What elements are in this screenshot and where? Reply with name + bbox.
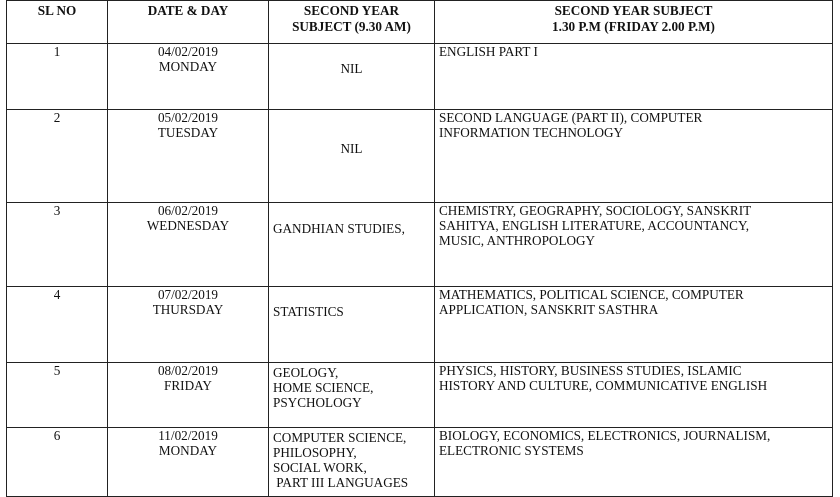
exam-schedule-table bbox=[6, 0, 833, 497]
afternoon-subject-cell bbox=[435, 110, 833, 203]
header-date-day: DATE & DAY bbox=[108, 1, 269, 44]
table-row bbox=[7, 203, 833, 287]
day: MONDAY bbox=[158, 443, 218, 458]
date-cell bbox=[108, 110, 269, 203]
afternoon-subject-line: INFORMATION TECHNOLOGY bbox=[439, 125, 624, 140]
morning-subject-cell bbox=[269, 428, 435, 497]
day: FRIDAY bbox=[164, 378, 212, 393]
afternoon-subject-line: HISTORY AND CULTURE, COMMUNICATIVE ENGLISH bbox=[439, 378, 768, 393]
morning-subject-line: GEOLOGY, bbox=[273, 365, 339, 380]
afternoon-subject-cell bbox=[435, 287, 833, 363]
afternoon-subject-line: CHEMISTRY, GEOGRAPHY, SOCIOLOGY, SANSKRIT bbox=[439, 203, 752, 218]
afternoon-subject-line: SAHITYA, ENGLISH LITERATURE, ACCOUNTANCY, bbox=[439, 218, 750, 233]
date-cell bbox=[108, 428, 269, 497]
table-row bbox=[7, 110, 833, 203]
date: 06/02/2019 bbox=[157, 203, 219, 218]
sl-no-cell: 2 bbox=[7, 110, 108, 203]
morning-subject-line: COMPUTER SCIENCE, bbox=[273, 430, 407, 445]
schedule-container bbox=[6, 0, 833, 497]
day: TUESDAY bbox=[157, 125, 219, 140]
date: 05/02/2019 bbox=[157, 110, 219, 125]
afternoon-subject-line: MATHEMATICS, POLITICAL SCIENCE, COMPUTER bbox=[439, 287, 744, 302]
date: 07/02/2019 bbox=[157, 287, 219, 302]
afternoon-subject-line: PHYSICS, HISTORY, BUSINESS STUDIES, ISLAMIC bbox=[439, 363, 742, 378]
day: THURSDAY bbox=[152, 302, 224, 317]
header-morning-line1: SECOND YEAR bbox=[303, 3, 400, 18]
day: WEDNESDAY bbox=[146, 218, 230, 233]
sl-no-cell: 5 bbox=[7, 363, 108, 428]
header-morning-subject bbox=[269, 1, 435, 44]
morning-subject-line: STATISTICS bbox=[273, 304, 344, 319]
afternoon-subject-cell bbox=[435, 428, 833, 497]
header-sl-no: SL NO bbox=[7, 1, 108, 44]
header-afternoon-subject bbox=[435, 1, 833, 44]
date: 08/02/2019 bbox=[157, 363, 219, 378]
afternoon-subject-line: ENGLISH PART I bbox=[439, 44, 538, 59]
afternoon-subject-line: SECOND LANGUAGE (PART II), COMPUTER bbox=[439, 110, 703, 125]
afternoon-subject-cell bbox=[435, 203, 833, 287]
afternoon-subject-line: BIOLOGY, ECONOMICS, ELECTRONICS, JOURNALISM, bbox=[439, 428, 771, 443]
morning-subject-cell bbox=[269, 203, 435, 287]
day: MONDAY bbox=[158, 59, 218, 74]
morning-subject-line: SOCIAL WORK, bbox=[273, 460, 367, 475]
header-afternoon-line2: 1.30 P.M (FRIDAY 2.00 P.M) bbox=[552, 19, 715, 34]
header-afternoon-line1: SECOND YEAR SUBJECT bbox=[554, 3, 713, 18]
afternoon-subject-line: APPLICATION, SANSKRIT SASTHRA bbox=[439, 302, 659, 317]
table-row bbox=[7, 44, 833, 110]
sl-no-cell: 1 bbox=[7, 44, 108, 110]
afternoon-subject-line: ELECTRONIC SYSTEMS bbox=[439, 443, 584, 458]
morning-subject-line: HOME SCIENCE, bbox=[273, 380, 374, 395]
sl-no-cell: 3 bbox=[7, 203, 108, 287]
morning-subject-line: PART III LANGUAGES bbox=[273, 475, 409, 490]
date: 04/02/2019 bbox=[157, 44, 219, 59]
morning-subject: NIL bbox=[340, 141, 363, 156]
date-cell bbox=[108, 287, 269, 363]
date-cell bbox=[108, 44, 269, 110]
morning-subject-cell bbox=[269, 44, 435, 110]
date: 11/02/2019 bbox=[158, 428, 218, 443]
table-row bbox=[7, 428, 833, 497]
sl-no-cell: 6 bbox=[7, 428, 108, 497]
header-morning-line2: SUBJECT (9.30 AM) bbox=[292, 19, 411, 34]
header-row bbox=[7, 1, 833, 44]
morning-subject-line: PHILOSOPHY, bbox=[273, 445, 357, 460]
table-row bbox=[7, 287, 833, 363]
sl-no-cell: 4 bbox=[7, 287, 108, 363]
morning-subject-cell bbox=[269, 287, 435, 363]
afternoon-subject-line: MUSIC, ANTHROPOLOGY bbox=[439, 233, 596, 248]
morning-subject-line: GANDHIAN STUDIES, bbox=[273, 221, 405, 236]
afternoon-subject-cell bbox=[435, 44, 833, 110]
date-cell bbox=[108, 203, 269, 287]
morning-subject-line: PSYCHOLOGY bbox=[273, 395, 362, 410]
morning-subject: NIL bbox=[340, 61, 363, 76]
morning-subject-cell bbox=[269, 110, 435, 203]
